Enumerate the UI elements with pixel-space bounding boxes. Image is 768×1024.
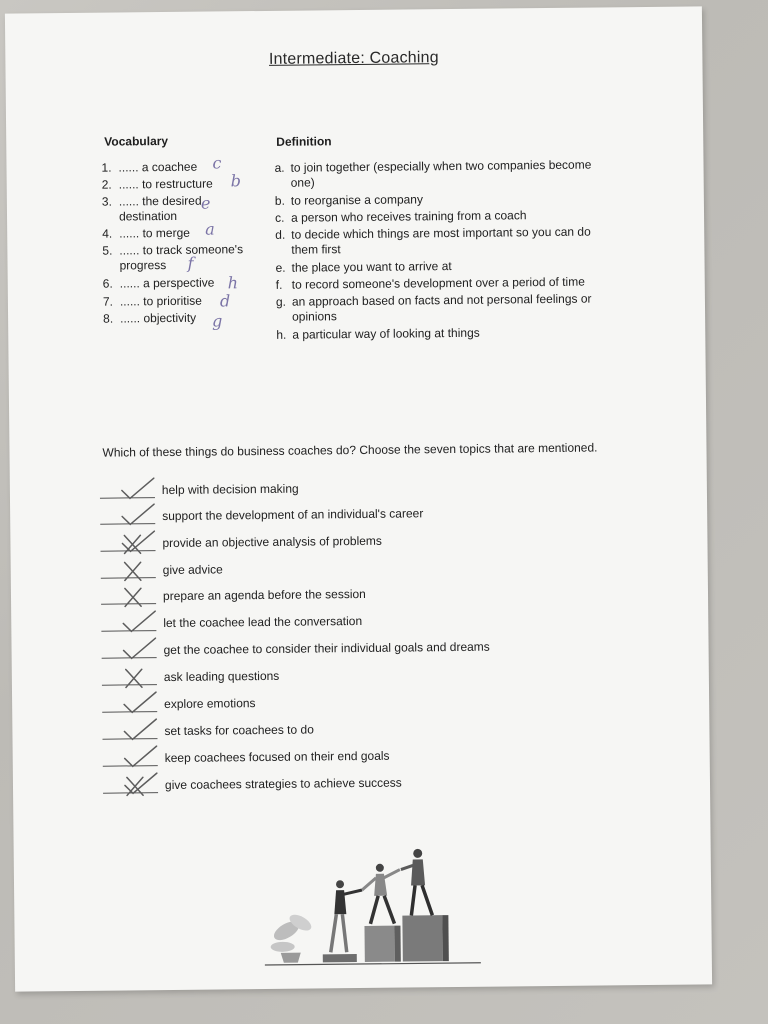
vocab-number: 3. xyxy=(101,194,112,209)
vocab-term: ...... to restructure xyxy=(118,176,213,192)
handwritten-answer: d xyxy=(219,291,231,311)
definition-text: the place you want to arrive at xyxy=(291,259,452,275)
check-mark-icon xyxy=(125,746,157,766)
topic-text: give coachees strategies to achieve success xyxy=(164,775,402,793)
topic-mark-icon xyxy=(111,636,159,663)
topics-question: Which of these things do business coaches do? Choose the seven topics that are mentioned. xyxy=(102,440,598,460)
definition-text: to record someone's development over a period of time xyxy=(291,274,585,292)
handwritten-answer: b xyxy=(230,171,242,191)
definition-letter: g. xyxy=(275,294,287,309)
topic-mark-icon xyxy=(113,771,161,798)
topic-text: get the coachee to consider their individual goals and dreams xyxy=(163,639,490,658)
topic-row xyxy=(100,501,620,530)
vocab-number: 5. xyxy=(102,243,113,258)
topic-mark-icon xyxy=(112,663,160,690)
vocab-number: 8. xyxy=(103,311,114,326)
topic-row xyxy=(103,770,623,799)
definition-item xyxy=(275,224,605,260)
topic-row xyxy=(101,635,621,664)
handwritten-answer: f xyxy=(187,253,194,273)
topic-mark-icon xyxy=(110,502,158,529)
topic-row xyxy=(103,743,623,772)
topic-text: set tasks for coachees to do xyxy=(164,722,314,739)
vocab-item xyxy=(102,176,272,195)
topic-mark-icon xyxy=(113,744,161,771)
vocab-item xyxy=(102,225,272,244)
worksheet-paper xyxy=(5,6,712,991)
vocab-term: ...... objectivity xyxy=(120,310,197,326)
definition-text: a particular way of looking at things xyxy=(292,325,480,342)
definition-letter: b. xyxy=(274,193,285,208)
cross-mark-icon xyxy=(125,588,141,606)
check-mark-icon xyxy=(123,611,155,631)
vocab-item xyxy=(102,242,252,277)
definition-letter: h. xyxy=(276,327,287,342)
check-mark-icon xyxy=(122,504,154,524)
vocab-number: 6. xyxy=(102,276,113,291)
handwritten-answer: a xyxy=(205,219,215,239)
handwritten-answer: c xyxy=(212,153,222,173)
definition-text: to join together (especially when two companies become one) xyxy=(290,157,592,190)
topic-text: prepare an agenda before the session xyxy=(162,586,366,604)
vocab-number: 2. xyxy=(101,177,112,192)
vocab-number: 7. xyxy=(102,294,114,309)
definition-text: a person who receives training from a coach xyxy=(290,208,527,225)
check-mark-icon xyxy=(124,692,156,712)
vocab-item xyxy=(103,310,273,329)
handwritten-answer: e xyxy=(200,193,211,213)
topic-row xyxy=(101,581,621,610)
check-mark-icon xyxy=(123,638,155,658)
definition-list xyxy=(274,157,606,344)
topic-text: ask leading questions xyxy=(163,668,280,685)
topic-text: keep coachees focused on their end goals xyxy=(164,748,390,766)
vocab-item xyxy=(101,159,271,178)
topic-text: let the coachee lead the conversation xyxy=(163,613,363,631)
definition-item xyxy=(274,157,604,193)
definition-letter: a. xyxy=(274,160,285,175)
topic-mark-icon xyxy=(112,717,160,744)
topic-row xyxy=(101,555,621,584)
definition-letter: f. xyxy=(275,277,283,292)
check-mark-icon xyxy=(122,531,154,551)
topic-row xyxy=(102,716,622,745)
topic-row xyxy=(100,475,620,504)
check-mark-icon xyxy=(124,719,156,739)
handwritten-answer: g xyxy=(212,311,223,331)
topic-mark-icon xyxy=(111,609,159,636)
worksheet-title: Intermediate: Coaching xyxy=(268,49,439,68)
definition-letter: d. xyxy=(275,227,286,242)
cross-mark-icon xyxy=(125,562,141,580)
topic-row xyxy=(101,608,621,637)
topic-mark-icon xyxy=(111,582,159,609)
vocab-term: ...... the desired destination xyxy=(118,193,202,224)
vocab-term: ...... a coachee xyxy=(118,159,198,175)
vocabulary-list xyxy=(101,159,273,329)
vocab-item xyxy=(103,293,273,312)
cross-mark-icon xyxy=(126,669,142,687)
topic-row xyxy=(100,528,620,557)
topic-mark-icon xyxy=(110,476,158,503)
handwritten-answer: h xyxy=(227,273,239,293)
definition-text: to decide which things are most important so you can do them first xyxy=(291,224,591,257)
vocab-term: ...... to merge xyxy=(119,225,190,241)
check-mark-icon xyxy=(125,773,157,793)
topic-mark-icon xyxy=(111,556,159,583)
definition-text: an approach based on facts and not personal feelings or opinions xyxy=(291,291,592,324)
definition-item xyxy=(276,324,606,344)
definition-text: to reorganise a company xyxy=(290,192,424,208)
topic-row xyxy=(102,689,622,718)
people-helping-each-other-climb-steps-icon xyxy=(251,829,482,971)
vocab-number: 4. xyxy=(102,226,113,241)
topic-mark-icon xyxy=(112,690,160,717)
vocab-item xyxy=(103,275,273,295)
vocab-item xyxy=(102,194,202,227)
topic-mark-icon xyxy=(110,529,158,556)
definition-letter: c. xyxy=(274,210,285,225)
topic-text: support the development of an individual's career xyxy=(162,506,424,524)
topic-text: provide an objective analysis of problems xyxy=(162,533,382,551)
vocab-term: ...... to track someone's progress xyxy=(119,242,244,273)
definition-item xyxy=(276,291,606,327)
topic-text: help with decision making xyxy=(161,481,299,498)
check-mark-icon xyxy=(122,478,154,498)
topic-text: give advice xyxy=(162,562,223,578)
vocabulary-heading: Vocabulary xyxy=(104,133,169,149)
topics-list xyxy=(100,475,620,793)
vocab-term: ...... a perspective xyxy=(119,275,215,291)
vocab-number: 1. xyxy=(101,160,112,175)
topic-row xyxy=(102,662,622,691)
vocab-term: ...... to prioritise xyxy=(119,293,203,309)
definition-letter: e. xyxy=(275,260,286,275)
definition-heading: Definition xyxy=(276,134,332,149)
topic-text: explore emotions xyxy=(164,696,256,712)
